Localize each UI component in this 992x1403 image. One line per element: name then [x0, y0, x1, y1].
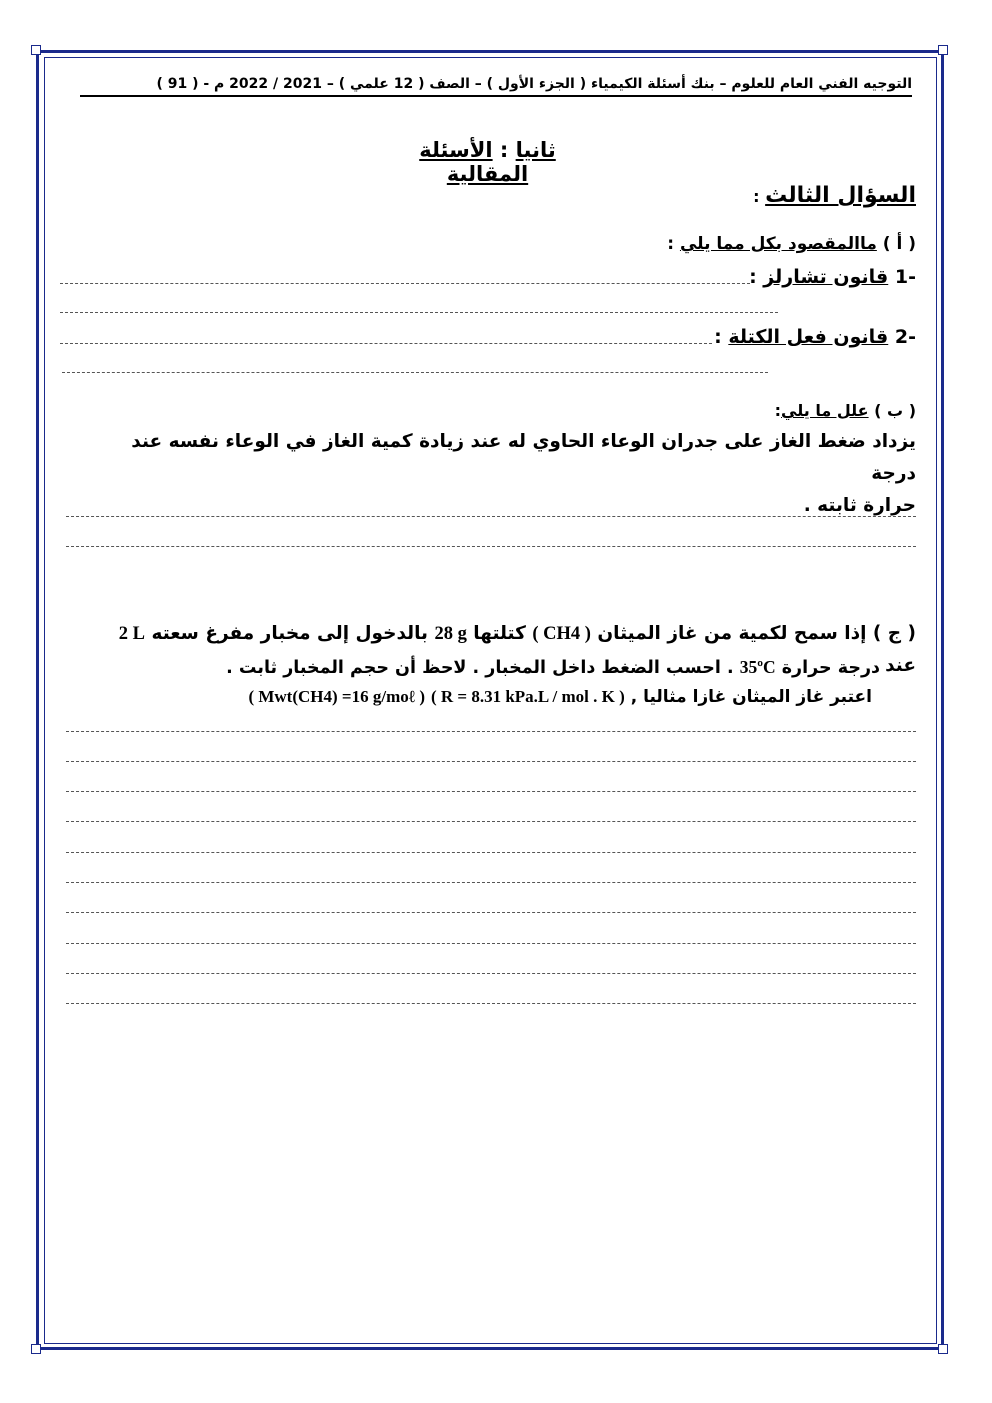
question-heading	[753, 183, 916, 208]
section-title	[385, 138, 590, 186]
answer-line-c-8[interactable]	[66, 943, 916, 944]
answer-line-a1-2[interactable]	[60, 312, 778, 313]
section-title-text: الأسئلة المقالية	[419, 138, 529, 186]
answer-line-c-6[interactable]	[66, 882, 916, 883]
answer-line-c-2[interactable]	[66, 761, 916, 762]
part-c-text-1a: إذا سمح لكمية من غاز الميثان	[597, 623, 867, 644]
molar-mass-given: ( Mwt(CH4) =16 g/moℓ )	[248, 687, 426, 706]
answer-line-a1-1[interactable]	[60, 283, 750, 284]
part-c-text-1d: عند	[885, 655, 916, 676]
part-b-colon: :	[774, 401, 782, 420]
frame-corner-bottom-left	[31, 1344, 41, 1354]
answer-line-a2-2[interactable]	[62, 372, 768, 373]
part-b-line-2: حرارة ثابته .	[803, 495, 916, 516]
item-2-colon: :	[714, 326, 729, 348]
item-2-number: -2	[894, 326, 916, 348]
part-c-line-2	[80, 653, 880, 682]
part-a-label: ماالمقصود بكل مما يلي	[679, 234, 877, 254]
part-b-heading	[775, 401, 916, 420]
answer-line-c-10[interactable]	[66, 1003, 916, 1004]
answer-line-c-1[interactable]	[66, 731, 916, 732]
frame-corner-bottom-right	[938, 1344, 948, 1354]
answer-line-b-2[interactable]	[66, 546, 916, 547]
section-title-prefix: ثانيا	[515, 138, 556, 162]
part-c-text-2b: . احسب الضغط داخل المخبار . لاحظ أن حجم المخبار ثابت .	[226, 658, 734, 678]
methane-mass: 28 g	[434, 624, 467, 644]
part-c-text-3a: اعتبر غاز الميثان غازا مثاليا ,	[630, 687, 872, 707]
answer-line-a2-1[interactable]	[60, 343, 712, 344]
part-a-item-1	[749, 266, 916, 288]
part-a-marker: ( أ )	[882, 234, 916, 254]
part-b-line-1: يزداد ضغط الغاز على جدران الوعاء الحاوي له عند زيادة كمية الغاز في الوعاء نفسه عند درجة	[131, 431, 916, 484]
part-c-line-3	[248, 687, 872, 707]
question-label: السؤال الثالث	[765, 183, 916, 208]
part-c-text-1c: بالدخول إلى مخبار مفرغ سعته	[151, 623, 429, 644]
part-b-label: علل ما يلي	[781, 401, 869, 420]
page-header: التوجيه الفني العام للعلوم – بنك أسئلة الكيمياء ( الجزء الأول ) – الصف ( 12 علمي ) – 2021 / 2022 م - ( 91 )	[80, 76, 912, 97]
part-c-text-1b: كتلتها	[473, 623, 526, 644]
frame-corner-top-left	[31, 45, 41, 55]
section-title-separator: :	[492, 138, 516, 162]
answer-line-c-9[interactable]	[66, 973, 916, 974]
part-a-item-2	[714, 326, 916, 348]
part-a-colon: :	[667, 234, 680, 254]
part-c-marker: ( ج )	[872, 623, 916, 644]
container-volume: 2 L	[118, 624, 146, 644]
part-b-marker: ( ب )	[874, 401, 916, 420]
methane-formula: ( CH4 )	[532, 624, 591, 644]
part-c-text-2a: درجة حرارة	[781, 658, 880, 678]
part-b-statement	[96, 426, 916, 522]
frame-corner-top-right	[938, 45, 948, 55]
answer-line-b-1[interactable]	[66, 516, 916, 517]
item-2-term: قانون فعل الكتلة	[728, 326, 889, 348]
item-1-number: -1	[894, 266, 916, 288]
answer-line-c-5[interactable]	[66, 852, 916, 853]
answer-line-c-4[interactable]	[66, 821, 916, 822]
question-colon: :	[753, 187, 766, 206]
answer-line-c-3[interactable]	[66, 791, 916, 792]
temperature-value: 35ºC	[739, 657, 776, 677]
part-a-heading	[667, 234, 916, 254]
item-1-colon: :	[749, 266, 764, 288]
gas-constant-given: ( R = 8.31 kPa.L / mol . K )	[430, 687, 625, 706]
item-1-term: قانون تشارلز	[763, 266, 889, 288]
answer-line-c-7[interactable]	[66, 912, 916, 913]
